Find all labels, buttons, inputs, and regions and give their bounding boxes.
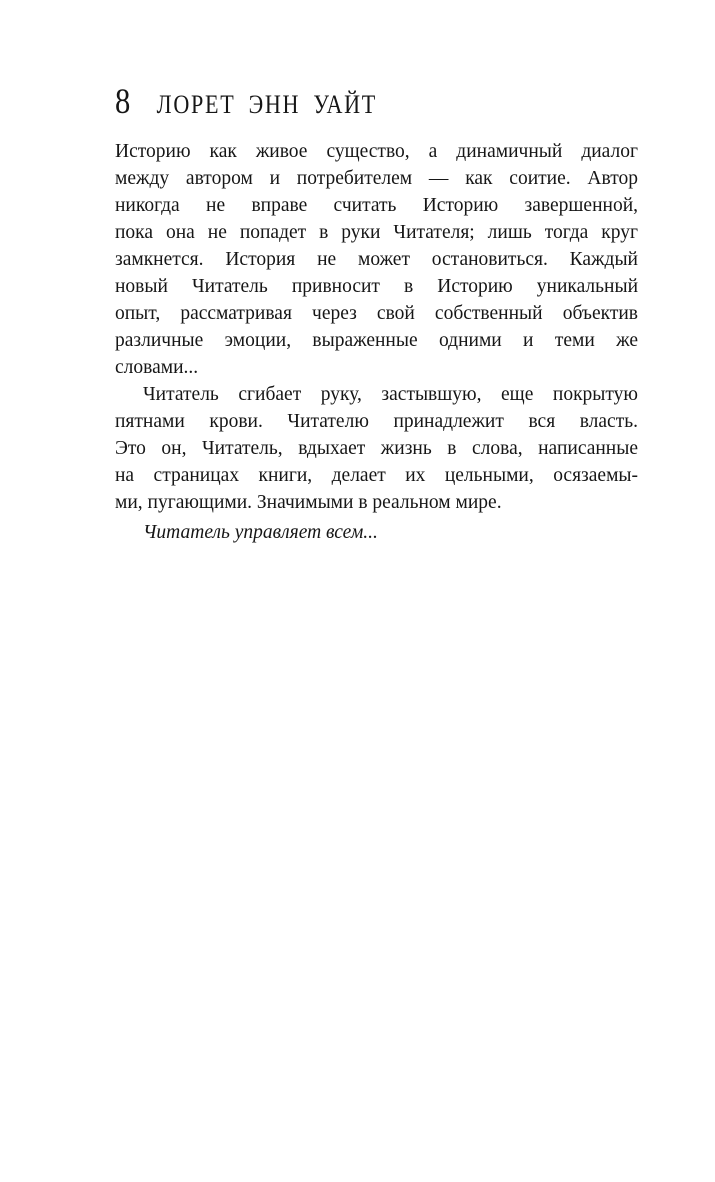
text-line: опыт, рассматривая через свой собственный объектив xyxy=(115,303,638,324)
text-line: пятнами крови. Читателю принадлежит вся власть. xyxy=(115,411,638,432)
running-title: ЛОРЕТ ЭНН УАЙТ xyxy=(156,90,377,119)
text-line: никогда не вправе считать Историю завершенной, xyxy=(115,195,638,216)
text-line: Историю как живое существо, а динамичный диалог xyxy=(115,141,638,162)
text-line: пока она не попадет в руки Читателя; лишь тогда круг xyxy=(115,222,638,243)
text-line: на страницах книги, делает их цельными, осязаемы- xyxy=(115,465,638,486)
text-line: замкнется. История не может остановиться. Каждый xyxy=(115,249,638,270)
page-body xyxy=(115,138,638,546)
paragraph xyxy=(115,138,638,381)
paragraph xyxy=(115,381,638,516)
text-line: словами... xyxy=(115,357,199,378)
paragraph-italic xyxy=(115,519,638,546)
text-line: ми, пугающими. Значимыми в реальном мире. xyxy=(115,492,502,513)
text-line: различные эмоции, выраженные одними и теми же xyxy=(115,330,638,351)
page-header xyxy=(115,81,591,122)
page-number: 8 xyxy=(115,81,131,121)
text-line: Читатель управляет всем... xyxy=(143,522,378,543)
text-line: между автором и потребителем — как соитие. Автор xyxy=(115,168,638,189)
text-line: Это он, Читатель, вдыхает жизнь в слова, написанные xyxy=(115,438,638,459)
text-line: Читатель сгибает руку, застывшую, еще покрытую xyxy=(143,384,638,405)
text-line: новый Читатель привносит в Историю уникальный xyxy=(115,276,638,297)
